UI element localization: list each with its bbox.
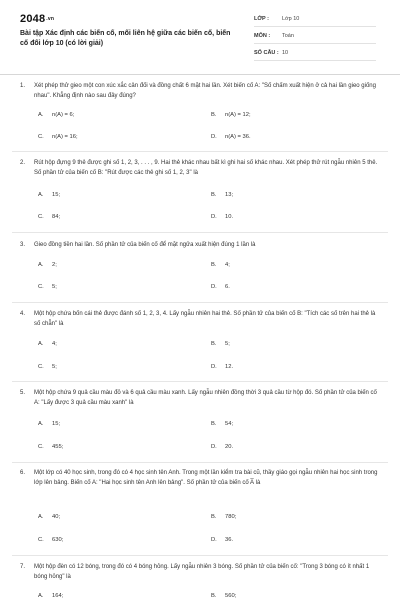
option-label: A. — [38, 192, 44, 198]
option-label: B. — [211, 341, 217, 347]
option-text: 54; — [225, 421, 234, 427]
document-title: Bài tập Xác định các biến cố, mối liên hệ giữa các biến cố, biến cố đối lớp 10 (có lời giải) — [20, 30, 231, 47]
question-number: 3. — [20, 242, 26, 248]
logo-suffix: .vn — [46, 16, 55, 22]
option-b[interactable] — [211, 593, 236, 599]
option-text: 780; — [225, 514, 237, 520]
question-number: 6. — [20, 470, 26, 476]
document-header — [0, 0, 400, 75]
option-label: D. — [211, 284, 217, 290]
meta-row-count — [254, 47, 376, 61]
option-label: B. — [211, 192, 217, 198]
option-label: A. — [38, 262, 44, 268]
option-a[interactable] — [38, 262, 57, 268]
option-label: A. — [38, 593, 44, 599]
question-divider — [12, 232, 388, 233]
question-number: 4. — [20, 311, 26, 317]
question-text: Xét phép thử gieo một con xúc xắc cân đối và đồng chất 6 mặt hai lần. Xét biến cố A: "Số chấm xuất hiện ở cả hai lần gieo giống nhau". Khẳng định nào sau đây đúng? — [34, 83, 376, 99]
option-label: D. — [211, 134, 217, 140]
option-text: 5; — [225, 341, 230, 347]
option-label: C. — [38, 444, 44, 450]
question-divider — [12, 381, 388, 382]
question-text: Một hộp đèn có 12 bóng, trong đó có 4 bóng hỏng. Lấy ngẫu nhiên 3 bóng. Số phần tử của biến cố: "Trong 3 bóng có ít nhất 1 bóng hỏng" là — [34, 564, 370, 580]
option-label: D. — [211, 444, 217, 450]
meta-row-subject — [254, 30, 376, 44]
option-c[interactable] — [38, 214, 60, 220]
meta-label: SỐ CÂU : — [254, 50, 279, 56]
option-label: A. — [38, 341, 44, 347]
option-c[interactable] — [38, 284, 57, 290]
option-text: n(A) = 6; — [52, 112, 75, 118]
meta-label: MÔN : — [254, 33, 271, 39]
option-d[interactable] — [211, 214, 233, 220]
option-label: D. — [211, 364, 217, 370]
option-text: n(A) = 36. — [225, 134, 251, 140]
option-label: A. — [38, 421, 44, 427]
meta-table — [254, 13, 376, 64]
option-text: 630; — [52, 537, 64, 543]
option-text: 84; — [52, 214, 61, 220]
option-b[interactable] — [211, 192, 233, 198]
meta-value: Lớp 10 — [282, 16, 300, 22]
option-label: A. — [38, 112, 44, 118]
question-3 — [20, 240, 382, 250]
option-label: B. — [211, 262, 217, 268]
option-d[interactable] — [211, 364, 233, 370]
question-text: Rút hộp đựng 9 thẻ được ghi số 1, 2, 3, . . . , 9. Hai thẻ khác nhau bất kì ghi hai số khác nhau. Xét phép thử rút ngẫu nhiên 5 thẻ. Số phần tử của biến cố B: "Rút được các thẻ ghi số 1, 2, 3" là — [34, 160, 378, 176]
option-label: A. — [38, 514, 44, 520]
question-text: Một hộp chứa bốn cái thẻ được đánh số 1, 2, 3, 4. Lấy ngẫu nhiên hai thẻ. Số phần tử của biến cố B: "Tích các số trên hai thẻ là số chẵn" là — [34, 311, 376, 327]
option-label: B. — [211, 112, 217, 118]
question-number: 1. — [20, 83, 26, 89]
option-text: 4; — [52, 341, 57, 347]
meta-label: LỚP : — [254, 16, 269, 22]
option-b[interactable] — [211, 262, 230, 268]
question-5 — [20, 388, 382, 408]
option-d[interactable] — [211, 284, 230, 290]
option-label: D. — [211, 537, 217, 543]
option-text: 2; — [52, 262, 57, 268]
option-a[interactable] — [38, 514, 60, 520]
question-divider — [12, 151, 388, 152]
option-c[interactable] — [38, 444, 63, 450]
option-label: C. — [38, 284, 44, 290]
option-a[interactable] — [38, 341, 57, 347]
option-text: 455; — [52, 444, 64, 450]
question-number: 7. — [20, 564, 26, 570]
option-label: B. — [211, 421, 217, 427]
question-text: Một lớp có 40 học sinh, trong đó có 4 học sinh tên Anh. Trong một lần kiểm tra bài cũ, thầy giáo gọi ngẫu nhiên hai học sinh trong lớp lên bảng. Biến cố A: "Hai học sinh tên Anh lên bảng". Số phần tử của biến cố A̅ là — [34, 470, 378, 486]
option-c[interactable] — [38, 134, 78, 140]
question-6 — [20, 468, 382, 488]
option-text: 4; — [225, 262, 230, 268]
question-divider — [12, 462, 388, 463]
option-d[interactable] — [211, 444, 233, 450]
option-b[interactable] — [211, 112, 251, 118]
option-b[interactable] — [211, 341, 230, 347]
option-b[interactable] — [211, 421, 233, 427]
option-c[interactable] — [38, 364, 57, 370]
question-text: Một hộp chứa 9 quả cầu màu đỏ và 6 quả cầu màu xanh. Lấy ngẫu nhiên đồng thời 3 quả cầu từ hộp đó. Số phần tử của biến cố A: "Lấy được 3 quả cầu màu xanh" là — [34, 390, 377, 406]
option-a[interactable] — [38, 112, 74, 118]
question-7 — [20, 562, 382, 582]
option-label: B. — [211, 514, 217, 520]
option-label: C. — [38, 364, 44, 370]
option-label: C. — [38, 134, 44, 140]
site-logo[interactable] — [20, 13, 54, 25]
logo-text: 2048 — [20, 13, 46, 25]
option-label: D. — [211, 214, 217, 220]
option-text: 13; — [225, 192, 234, 198]
question-2 — [20, 158, 382, 178]
option-b[interactable] — [211, 514, 236, 520]
option-label: C. — [38, 214, 44, 220]
option-text: 15; — [52, 421, 61, 427]
option-d[interactable] — [211, 134, 251, 140]
option-text: 12. — [225, 364, 234, 370]
option-a[interactable] — [38, 421, 60, 427]
question-number: 2. — [20, 160, 26, 166]
question-divider — [12, 555, 388, 556]
option-text: 6. — [225, 284, 230, 290]
option-label: B. — [211, 593, 217, 599]
option-text: n(A) = 12; — [225, 112, 251, 118]
option-text: 560; — [225, 593, 237, 599]
question-1 — [20, 81, 382, 101]
meta-value: Toán — [282, 33, 294, 39]
option-a[interactable] — [38, 593, 63, 599]
option-d[interactable] — [211, 537, 233, 543]
question-text: Gieo đồng tiền hai lần. Số phần tử của biến cố để mặt ngửa xuất hiện đúng 1 lần là — [34, 242, 256, 248]
option-text: 5; — [52, 364, 57, 370]
meta-row-class — [254, 13, 376, 27]
option-text: 40; — [52, 514, 61, 520]
option-text: 10. — [225, 214, 234, 220]
option-c[interactable] — [38, 537, 63, 543]
option-text: 36. — [225, 537, 234, 543]
option-a[interactable] — [38, 192, 60, 198]
option-text: n(A) = 16; — [52, 134, 78, 140]
option-text: 20. — [225, 444, 234, 450]
option-label: C. — [38, 537, 44, 543]
option-text: 164; — [52, 593, 64, 599]
question-number: 5. — [20, 390, 26, 396]
meta-value: 10 — [282, 50, 289, 56]
question-4 — [20, 309, 382, 329]
option-text: 5; — [52, 284, 57, 290]
option-text: 15; — [52, 192, 61, 198]
question-divider — [12, 302, 388, 303]
